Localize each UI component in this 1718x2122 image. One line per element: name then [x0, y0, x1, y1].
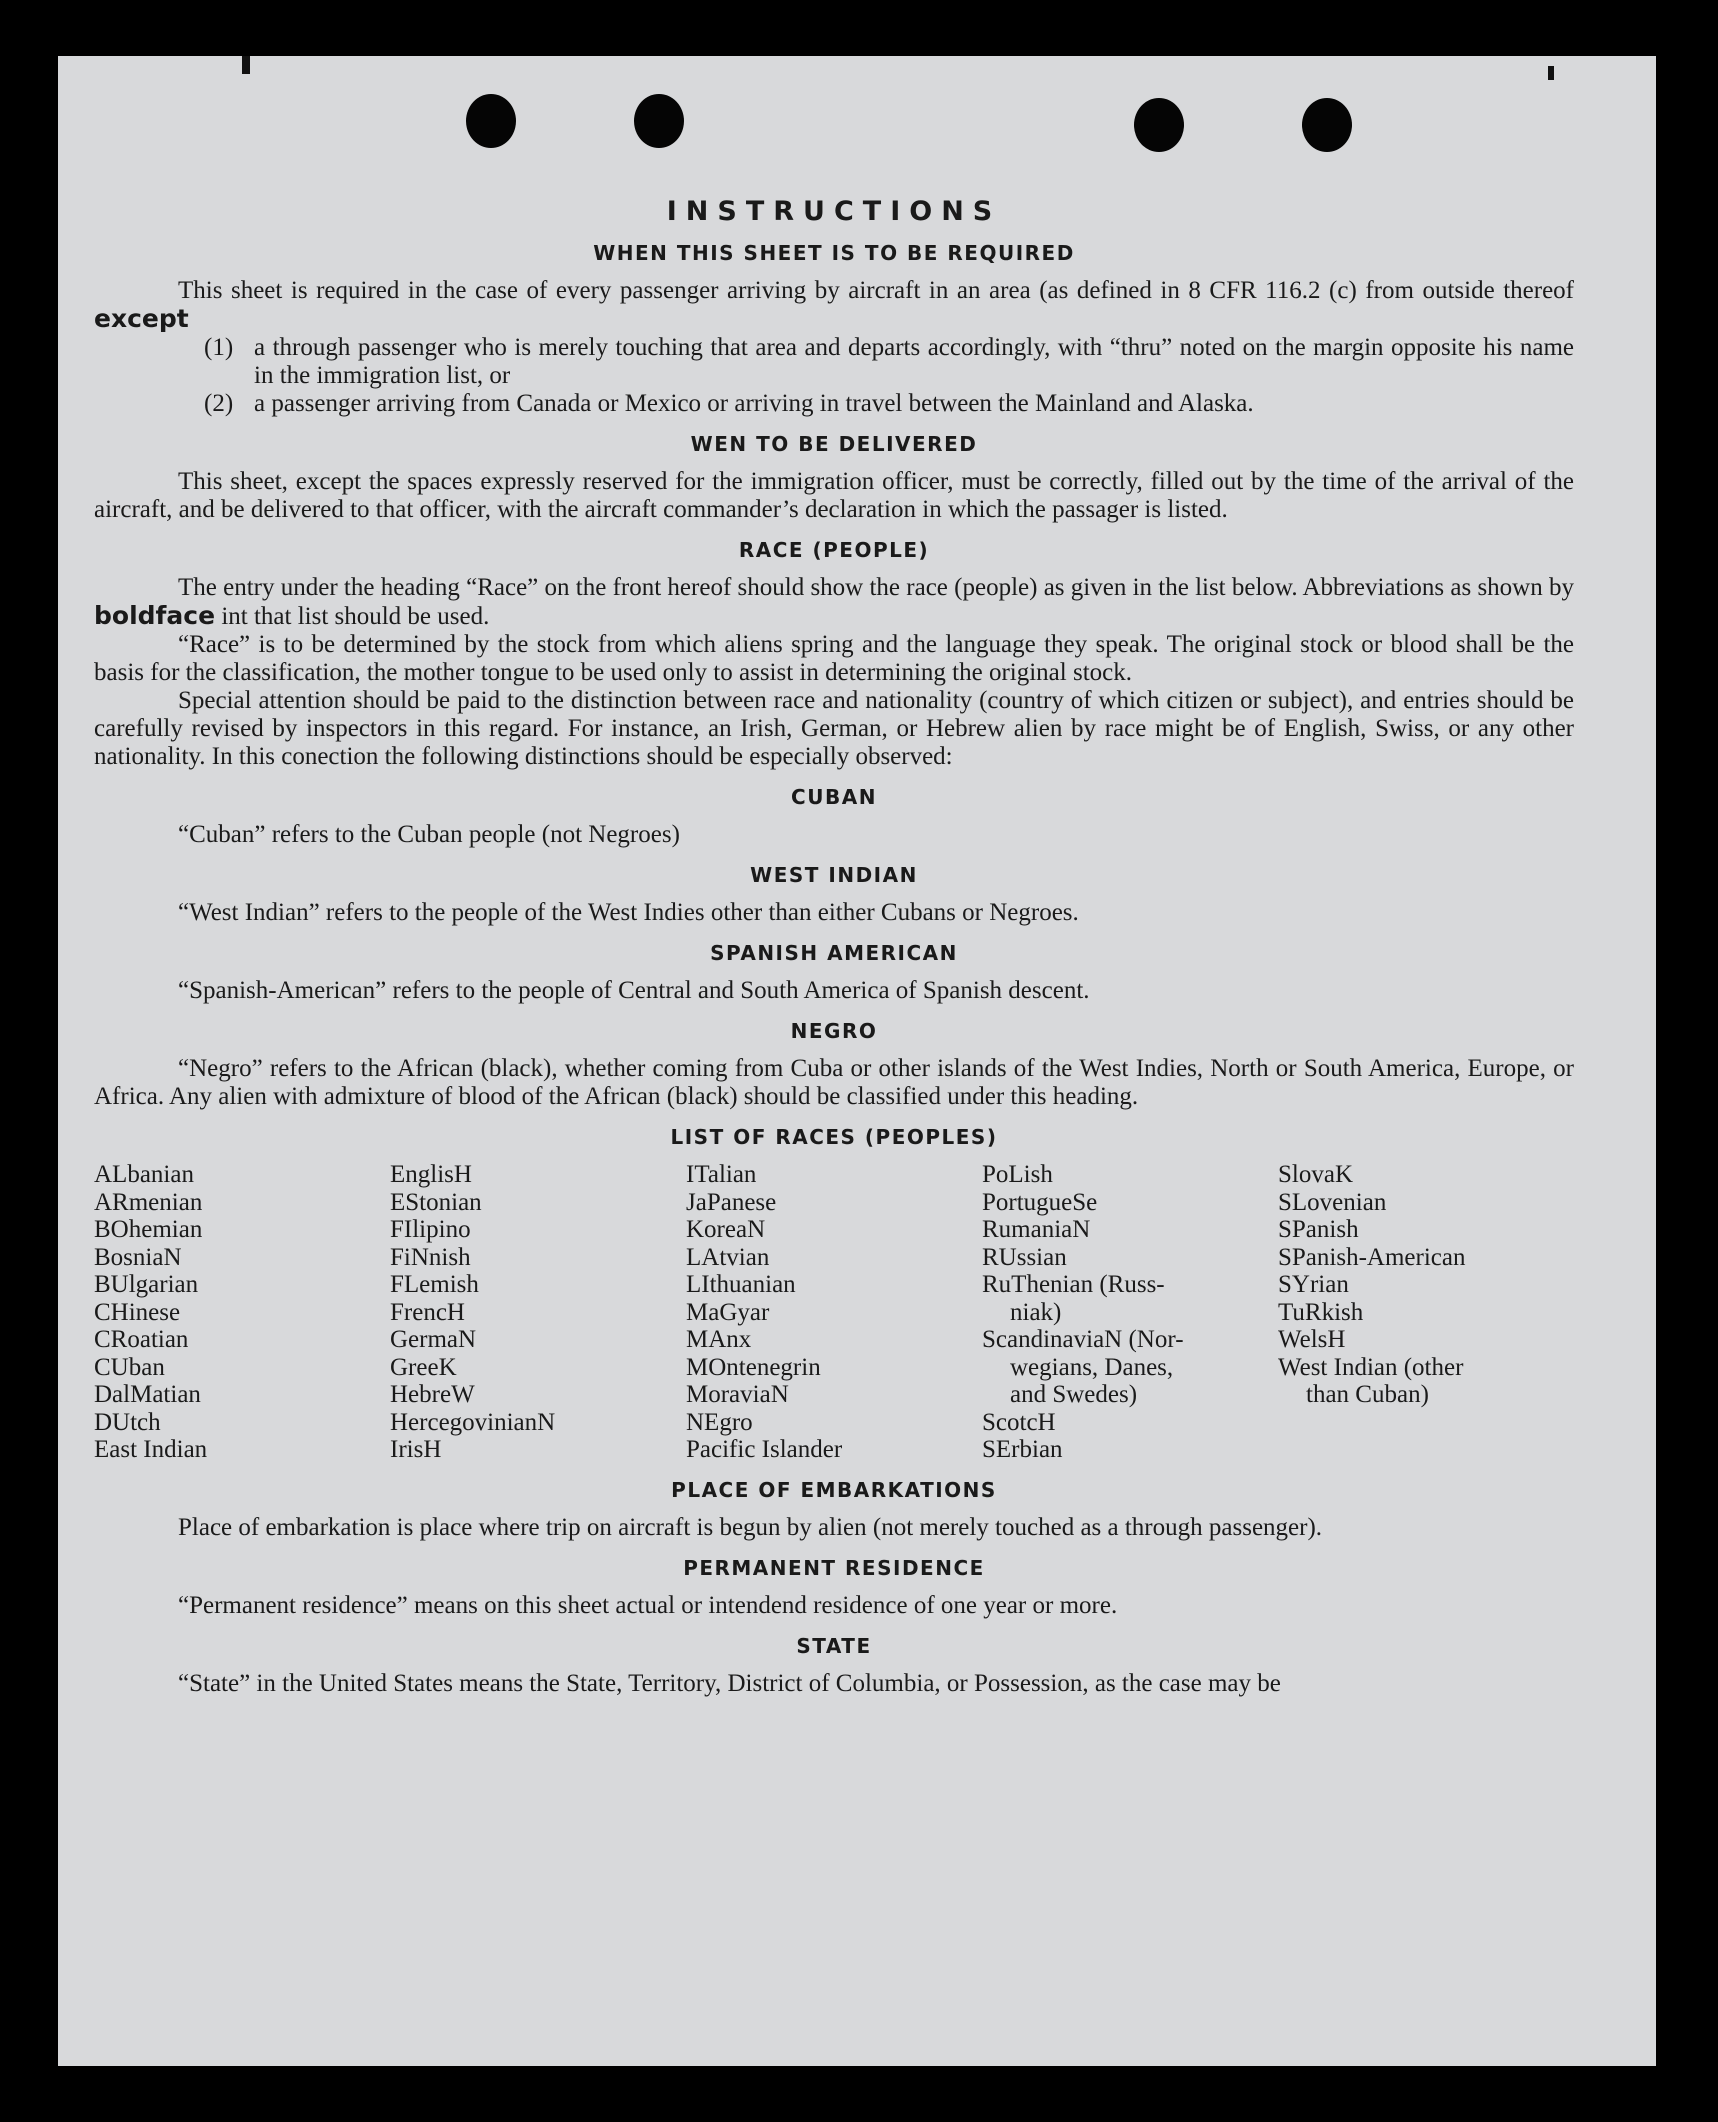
race-entry: BOhemian — [94, 1216, 203, 1243]
document-page — [58, 56, 1656, 2066]
race-entry: CUban — [94, 1353, 165, 1381]
race-entry: SPanish-American — [1278, 1243, 1466, 1271]
negro-paragraph: “Negro” refers to the African (black), whether coming from Cuba or other islands of the West Indies, North or South America, Europe, or Africa. Any alien with admixture of blood of the African (black) should be classified under this heading. — [94, 1055, 1574, 1110]
race-entry: ARmenian — [94, 1188, 203, 1216]
race-entry: MOntenegrin — [686, 1353, 821, 1381]
race-entry: PortugueSe — [982, 1188, 1098, 1216]
race-entry: MaGyar — [686, 1298, 770, 1326]
race-entry: ScandinaviaN (Nor- — [982, 1326, 1184, 1353]
race-entry: GreeK — [390, 1353, 457, 1381]
race-entry: RUssian — [982, 1243, 1067, 1271]
race-entry: West Indian (other — [1278, 1353, 1464, 1381]
race-entry: PoLish — [982, 1161, 1053, 1188]
section-heading-spanish-american: SPANISH AMERICAN — [710, 941, 958, 965]
spanish-american-paragraph: “Spanish-American” refers to the people of Central and South America of Spanish descent. — [178, 977, 1090, 1004]
punch-hole — [634, 94, 684, 148]
punch-hole — [466, 94, 516, 148]
race-paragraph: “Race” is to be determined by the stock from which aliens spring and the language they speak. The original stock or blood shall be the basis for the classification, the mother tongue to be used only to assist in determining the original stock. — [94, 631, 1574, 686]
race-entry: LIthuanian — [686, 1271, 796, 1298]
section-heading-negro: NEGRO — [790, 1019, 878, 1043]
punch-hole — [1302, 98, 1352, 152]
race-column — [686, 1161, 982, 1464]
race-entry: SPanish — [1278, 1216, 1359, 1243]
delivery-paragraph: This sheet, except the spaces expressly reserved for the immigration officer, must be correctly, filled out by the time of the arrival of the aircraft, and be delivered to that officer, with the aircraft commander’s declaration in which the passager is listed. — [94, 468, 1574, 523]
paper-speck — [242, 56, 250, 74]
section-heading-list-of-races: LIST OF RACES (PEOPLES) — [670, 1125, 998, 1149]
race-entry: HebreW — [390, 1381, 475, 1408]
race-column — [1278, 1161, 1574, 1464]
race-paragraph: The entry under the heading “Race” on the front hereof should show the race (people) as given in the list below. Abbreviations as shown by boldface int that list should be used. — [94, 574, 1574, 630]
race-entry: ITalian — [686, 1161, 757, 1188]
race-entry: LAtvian — [686, 1243, 770, 1271]
race-column — [982, 1161, 1278, 1464]
race-entry: HercegovinianN — [390, 1408, 556, 1436]
race-entry: FrencH — [390, 1298, 465, 1326]
race-entry: SLovenian — [1278, 1188, 1387, 1216]
race-entry: TuRkish — [1278, 1298, 1364, 1326]
race-entry: WelsH — [1278, 1326, 1346, 1353]
race-entry: wegians, Danes, — [1010, 1353, 1174, 1381]
section-heading-west-indian: WEST INDIAN — [750, 863, 918, 887]
race-entry: NEgro — [686, 1408, 753, 1436]
race-entry: CHinese — [94, 1298, 181, 1326]
residence-paragraph: “Permanent residence” means on this sheet actual or intendend residence of one year or more. — [178, 1591, 1118, 1619]
race-paragraph: Special attention should be paid to the distinction between race and nationality (country of which citizen or subject), and entries should be carefully revised by inspectors in this regard. For instance, an Irish, German, or Hebrew alien by race might be of English, Swiss, or any other nationality. In this conection the following distinctions should be especially observed: — [94, 687, 1574, 770]
race-entry: KoreaN — [686, 1216, 766, 1243]
page-title: INSTRUCTIONS — [666, 196, 1002, 227]
race-entry: Pacific Islander — [686, 1436, 843, 1463]
race-column — [390, 1161, 686, 1464]
section-heading-when-required: WHEN THIS SHEET IS TO BE REQUIRED — [593, 241, 1075, 265]
race-column — [94, 1161, 390, 1464]
race-entry: SlovaK — [1278, 1161, 1353, 1188]
race-entry: BUlgarian — [94, 1271, 199, 1298]
race-entry: MAnx — [686, 1326, 752, 1353]
race-entry: MoraviaN — [686, 1381, 789, 1408]
section-heading-when-delivered: WEN TO BE DELIVERED — [690, 432, 978, 456]
cuban-paragraph: “Cuban” refers to the Cuban people (not Negroes) — [178, 821, 680, 848]
race-entry: niak) — [1010, 1298, 1062, 1326]
race-entry: BosniaN — [94, 1243, 182, 1271]
race-entry: RumaniaN — [982, 1216, 1091, 1243]
section-heading-permanent-residence: PERMANENT RESIDENCE — [683, 1555, 985, 1580]
race-entry: CRoatian — [94, 1326, 189, 1353]
section-heading-state: STATE — [796, 1633, 872, 1658]
state-paragraph: “State” in the United States means the State, Territory, District of Columbia, or Possession, as the case may be — [178, 1669, 1281, 1697]
race-entry: IrisH — [390, 1436, 442, 1463]
section-heading-embarkation: PLACE OF EMBARKATIONS — [671, 1477, 997, 1502]
race-entry: East Indian — [94, 1436, 208, 1463]
race-entry: and Swedes) — [1010, 1381, 1138, 1408]
race-list — [94, 1161, 1574, 1464]
section-heading-cuban: CUBAN — [791, 785, 877, 809]
race-entry: EStonian — [390, 1188, 482, 1216]
race-entry: JaPanese — [686, 1188, 777, 1216]
boldface-keyword: boldface — [94, 601, 216, 630]
race-entry: DalMatian — [94, 1381, 201, 1408]
race-entry: FLemish — [390, 1271, 479, 1298]
embarkation-paragraph: Place of embarkation is place where trip on aircraft is begun by alien (not merely touched as a through passenger). — [178, 1513, 1323, 1541]
race-entry: FiNnish — [390, 1243, 471, 1271]
race-entry: FIlipino — [390, 1216, 471, 1243]
race-entry: SErbian — [982, 1436, 1063, 1463]
race-entry: DUtch — [94, 1408, 161, 1436]
race-entry: ALbanian — [94, 1161, 194, 1188]
race-entry: EnglisH — [390, 1161, 472, 1188]
paper-speck — [1548, 66, 1554, 80]
race-entry: than Cuban) — [1306, 1381, 1429, 1408]
exception-item: (1) a through passenger who is merely touching that area and departs accordingly, with “thru” noted on the margin opposite his name in the immigration list, or — [204, 334, 1574, 389]
race-entry: RuThenian (Russ- — [982, 1271, 1165, 1298]
punch-hole — [1134, 98, 1184, 152]
except-keyword: except — [94, 304, 189, 333]
race-entry: ScotcH — [982, 1408, 1056, 1436]
section-heading-race: RACE (PEOPLE) — [738, 538, 930, 562]
race-entry: GermaN — [390, 1326, 477, 1353]
exception-item: (2) a passenger arriving from Canada or Mexico or arriving in travel between the Mainland and Alaska. — [204, 390, 1254, 417]
west-indian-paragraph: “West Indian” refers to the people of the West Indies other than either Cubans or Negroes. — [178, 899, 1079, 926]
race-entry: SYrian — [1278, 1271, 1349, 1298]
intro-paragraph: This sheet is required in the case of every passenger arriving by aircraft in an area (as defined in 8 CFR 116.2 (c) from outside thereof except — [94, 277, 1574, 333]
